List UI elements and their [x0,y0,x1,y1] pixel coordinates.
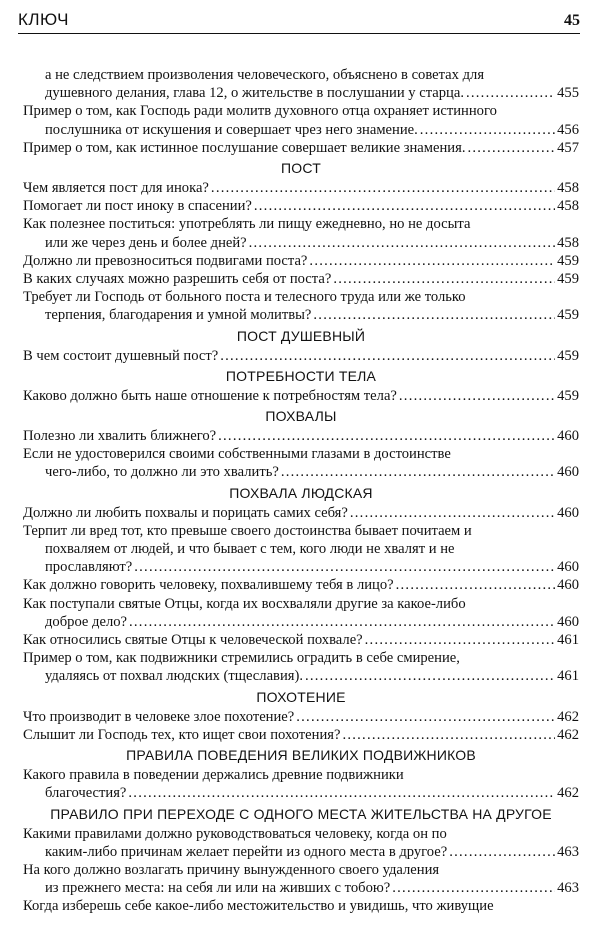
dot-leader [129,613,555,631]
running-title: КЛЮЧ [18,10,69,29]
entry-page-number: 459 [557,347,579,364]
section-heading: ПРАВИЛО ПРИ ПЕРЕХОДЕ С ОДНОГО МЕСТА ЖИТЕЛЬСТВА НА ДРУГОЕ [50,805,552,822]
index-entry [23,504,579,522]
index-entry [23,649,579,685]
index-entry [23,631,579,649]
index-entry [23,708,579,726]
dot-leader [333,270,555,288]
entry-text: Пример о том, как Господь ради молитв духовного отца охраняет истинного [23,103,497,120]
index-entry [23,288,579,324]
entry-text: благочестия? [45,785,127,802]
entry-page-number: 459 [557,271,579,288]
entry-page-number: 461 [557,668,579,685]
index-entry [23,766,579,802]
entry-page-number: 460 [557,613,579,630]
entry-text: каким-либо причинам желает перейти из одного места в другое? [45,843,448,860]
dot-leader [467,139,555,157]
entry-text: или же через день и более дней? [45,234,247,251]
entry-page-number: 462 [557,708,579,725]
entry-text: терпения, благодарения и умной молитвы? [45,307,312,324]
entry-text: из прежнего места: на себя ли или на живших с тобою? [45,880,391,897]
entry-page-number: 460 [557,577,579,594]
section-heading: ПОСТ ДУШЕВНЫЙ [236,327,366,344]
entry-page-number: 462 [557,785,579,802]
entry-page-number: 458 [557,180,579,197]
entry-text: удаляясь от похвал людских (тщеславия). [45,668,303,685]
index-entry [23,726,579,744]
entry-page-number: 460 [557,559,579,576]
section-heading: ПОХОТЕНИЕ [256,688,346,705]
entry-page-number: 459 [557,307,579,324]
index-entry [23,252,579,270]
index-entry [23,215,579,251]
page-number: 45 [564,12,580,29]
entry-text: Как поступали святые Отцы, когда их восхваляли другие за какое-либо [23,595,466,612]
entry-page-number: 460 [557,504,579,521]
entry-text: послушника от искушения и совершает чрез него знамение. [45,121,418,138]
section-heading: ПОТРЕБНОСТИ ТЕЛА [225,367,377,384]
index-entry [23,897,579,915]
running-header [18,6,580,34]
index-entry [23,270,579,288]
dot-leader [296,708,555,726]
dot-leader [392,879,555,897]
entry-text: похваляем от людей, и что бывает с тем, кого люди не хвалят и не [45,541,455,558]
entry-text: Что производит в человеке злое похотение? [23,708,295,725]
index-entry [23,861,579,897]
index-entry [23,102,579,138]
section-heading: ПОХВАЛА ЛЮДСКАЯ [229,484,373,501]
index-entry [23,576,579,594]
entry-text: доброе дело? [45,613,128,630]
index-entry [23,825,579,861]
entry-text: Каково должно быть наше отношение к потребностям тела? [23,387,397,404]
dot-leader [305,667,555,685]
entry-text: Как относились святые Отцы к человеческой похвале? [23,632,363,649]
entry-text: а не следствием произволения человеческого, объяснено в советах для [45,67,485,83]
entry-page-number: 457 [557,139,579,156]
entry-text: Полезно ли хвалить ближнего? [23,428,217,445]
dot-leader [399,387,555,405]
entry-page-number: 455 [557,85,579,102]
dot-leader [309,252,555,270]
index-entry [23,139,579,157]
entry-text: Слышит ли Господь тех, кто ищет свои похотения? [23,726,341,743]
entry-page-number: 460 [557,428,579,445]
section-heading: ПРАВИЛА ПОВЕДЕНИЯ ВЕЛИКИХ ПОДВИЖНИКОВ [126,747,476,764]
entry-text: Как полезнее поститься: употреблять ли пищу ежедневно, но не досыта [23,216,471,233]
entry-page-number: 460 [557,464,579,481]
entry-page-number: 463 [557,880,579,897]
entry-text: Помогает ли пост иноку в спасении? [23,198,252,215]
dot-leader [220,347,555,365]
entry-text: Должно ли превозноситься подвигами поста? [23,252,308,269]
entry-text: чего-либо, то должно ли это хвалить? [45,464,279,481]
entry-text: Чем является пост для инока? [23,180,209,197]
entry-text: В каких случаях можно разрешить себя от поста? [23,271,332,288]
entry-page-number: 462 [557,726,579,743]
dot-leader [449,843,555,861]
entry-page-number: 461 [557,632,579,649]
index-list [23,66,579,916]
dot-leader [254,197,555,215]
dot-leader [420,121,555,139]
entry-text: Пример о том, как подвижники стремились оградить в себе смирение, [23,650,460,667]
entry-text: Должно ли любить похвалы и порицать самих себя? [23,504,348,521]
dot-leader [350,504,555,522]
dot-leader [365,631,555,649]
dot-leader [128,784,555,802]
entry-page-number: 456 [557,121,579,138]
index-entry [23,427,579,445]
entry-page-number: 458 [557,198,579,215]
dot-leader [211,179,555,197]
entry-text: Когда изберешь себе какое-либо местожительство и увидишь, что живущие [23,898,494,915]
dot-leader [396,576,555,594]
dot-leader [342,726,555,744]
entry-page-number: 463 [557,843,579,860]
entry-text: На кого должно возлагать причину вынужденного своего удаления [23,861,440,878]
dot-leader [313,306,555,324]
dot-leader [281,463,555,481]
entry-text: душевного делания, глава 12, о жительстве в послушании у старца. [45,85,464,102]
entry-text: Требует ли Господь от больного поста и телесного труда или же только [23,289,466,306]
section-heading: ПОХВАЛЫ [265,408,337,425]
entry-text: Пример о том, как истинное послушание совершает великие знамения. [23,139,466,156]
index-entry [23,522,579,577]
dot-leader [466,84,555,102]
entry-text: Какого правила в поведении держались древние подвижники [23,767,404,784]
entry-page-number: 459 [557,387,579,404]
entry-text: Если не удостоверился своими собственными глазами в достоинстве [23,446,451,463]
index-entry [23,347,579,365]
index-entry [23,197,579,215]
entry-text: Какими правилами должно руководствоваться человеку, когда он по [23,825,447,842]
dot-leader [134,558,555,576]
index-entry [23,66,579,102]
entry-page-number: 458 [557,234,579,251]
dot-leader [218,427,555,445]
entry-text: В чем состоит душевный пост? [23,347,219,364]
dot-leader [249,234,555,252]
entry-text: Терпит ли вред тот, кто превыше своего достоинства бывает почитаем и [23,522,472,539]
index-entry [23,595,579,631]
index-entry [23,387,579,405]
index-entry [23,445,579,481]
section-heading: ПОСТ [281,160,321,177]
entry-text: прославляют? [45,559,133,576]
index-entry [23,179,579,197]
entry-page-number: 459 [557,252,579,269]
entry-text: Как должно говорить человеку, похвалившему тебя в лицо? [23,577,394,594]
